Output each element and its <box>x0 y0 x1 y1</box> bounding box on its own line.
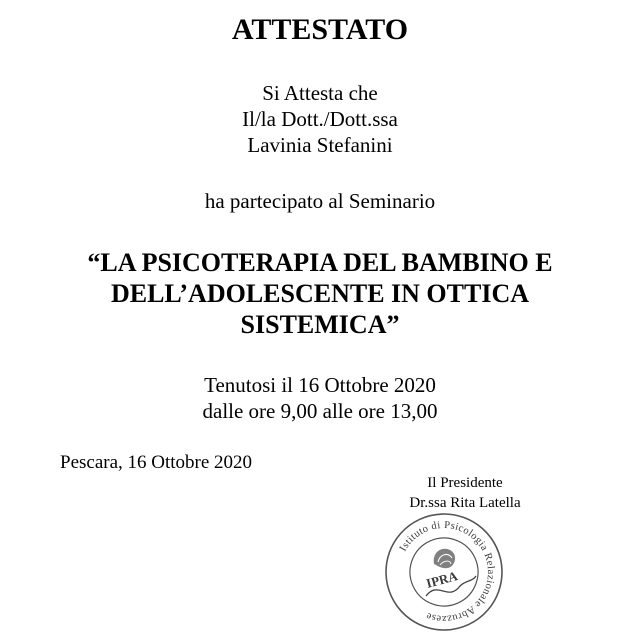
signature-name: Dr.ssa Rita Latella <box>409 495 521 511</box>
seminar-title: “LA PSICOTERAPIA DEL BAMBINO E DELL’ADOLESCENTE IN OTTICA SISTEMICA” <box>87 248 553 339</box>
signature-block <box>370 473 560 513</box>
certificate-title: ATTESTATO <box>231 13 409 46</box>
participation-text: ha partecipato al Seminario <box>204 189 436 213</box>
recipient-name: Lavinia Stefanini <box>247 133 393 157</box>
attestation-block <box>0 80 640 158</box>
seminar-dates <box>0 372 640 424</box>
ipra-stamp-icon <box>382 510 506 634</box>
place-date: Pescara, 16 Ottobre 2020 <box>60 452 253 473</box>
stamp-center-text: IPRA <box>424 568 460 591</box>
signature-role: Il Presidente <box>427 475 503 491</box>
stamp-emblem <box>434 549 455 568</box>
stamp-ring-text: Istituto di Psicologia Relazionale Abruzzese <box>397 519 497 625</box>
date-line: Tenutosi il 16 Ottobre 2020 <box>204 373 436 397</box>
attesta-line: Il/la Dott./Dott.ssa <box>242 107 398 131</box>
attesta-line: Si Attesta che <box>262 81 378 105</box>
time-line: dalle ore 9,00 alle ore 13,00 <box>202 399 438 423</box>
